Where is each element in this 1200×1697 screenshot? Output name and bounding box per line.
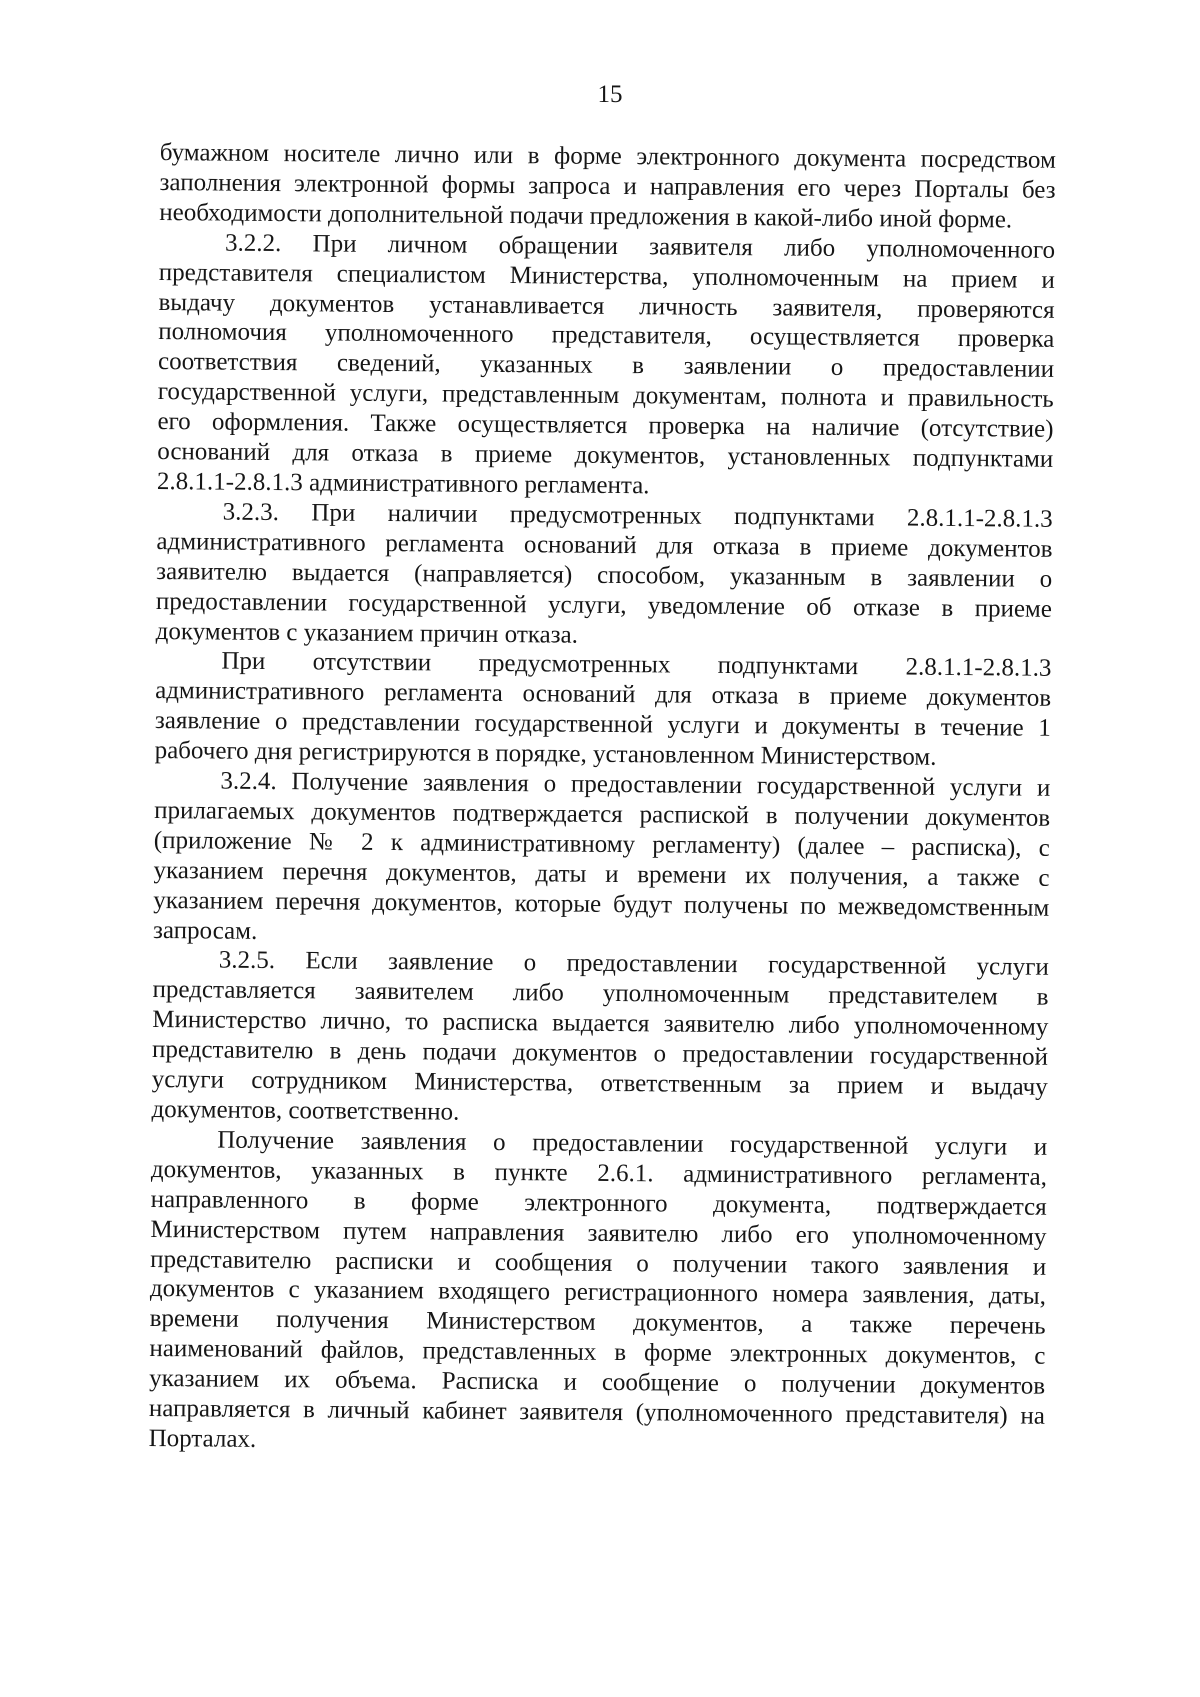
text-line: заполнения электронной формы запроса и направления его через Порталы без [159, 168, 1056, 204]
paragraph-continuation [159, 138, 1056, 236]
text-line: представляется заявителем либо уполномоченным представителем в [152, 976, 1049, 1012]
text-line: документов с указанием причин отказа. [155, 617, 579, 649]
text-line: 3.2.5. Если заявление о предоставлении государственной услуги [218, 947, 1049, 982]
text-line: бумажном носителе лично или в форме электронного документа посредством [159, 138, 1056, 174]
text-line: административного регламента оснований для отказа в приеме документов [155, 677, 1052, 713]
page-number: 15 [597, 81, 623, 108]
text-line: Получение заявления о предоставлении государственной услуги и [217, 1126, 1048, 1161]
text-line: услуги сотрудником Министерства, ответственным за прием и выдачу [151, 1066, 1048, 1101]
text-line: запросам. [152, 916, 258, 945]
text-line: заявителю выдается (направляется) способом, указанным в заявлении о [156, 557, 1053, 593]
clause-3-2-2 [157, 228, 1055, 505]
text-line: 3.2.3. При наличии предусмотренных подпунктами 2.8.1.1-2.8.1.3 [222, 498, 1053, 533]
text-line: Порталах. [148, 1424, 257, 1453]
text-line: указанием перечня документов, которые будут получены по межведомственным [153, 886, 1050, 922]
text-line: полномочия уполномоченного представителя, осуществляется проверка [158, 318, 1055, 354]
text-line: документов, соответственно. [151, 1095, 460, 1126]
text-line: рабочего дня регистрируются в порядке, установленном Министерством. [154, 737, 937, 771]
text-line: административного регламента оснований для отказа в приеме документов [156, 527, 1053, 563]
text-line: документов, указанных в пункте 2.6.1. административного регламента, [150, 1155, 1048, 1191]
document-body [149, 138, 1056, 1462]
text-line: 2.8.1.1-2.8.1.3 административного регламента. [156, 467, 650, 500]
text-line: его оформления. Также осуществляется проверка на наличие (отсутствие) [157, 408, 1054, 443]
text-line: выдачу документов устанавливается личность заявителя, проверяются [158, 288, 1055, 324]
text-line: указанием их объема. Расписка и сообщение о получении документов [149, 1365, 1046, 1400]
text-line: предоставлении государственной услуги, уведомление об отказе в приеме [155, 587, 1053, 623]
text-line: (приложение № 2 к административному регламенту) (далее – расписка), с [153, 826, 1050, 862]
text-line: направляется в личный кабинет заявителя (уполномоченного представителя) на [148, 1395, 1045, 1430]
text-line: соответствия сведений, указанных в заявлении о предоставлении [157, 348, 1055, 384]
text-line: направленного в форме электронного документа, подтверждается [150, 1185, 1047, 1221]
text-line: наименований файлов, представленных в форме электронных документов, с [149, 1335, 1046, 1371]
text-line: Министерством путем направления заявителю либо его уполномоченному [150, 1215, 1047, 1251]
text-line: времени получения Министерством документов, а также перечень [149, 1305, 1046, 1341]
text-line: При отсутствии предусмотренных подпунктами 2.8.1.1-2.8.1.3 [221, 647, 1052, 683]
text-line: государственной услуги, представленным документам, полнота и правильность [157, 378, 1054, 414]
clause-3-2-5 [151, 945, 1049, 1132]
text-line: указанием перечня документов, даты и времени их получения, а также с [153, 856, 1050, 892]
text-line: документов с указанием входящего регистрационного номера заявления, даты, [149, 1275, 1047, 1311]
text-line: Министерство лично, то расписка выдается заявителю либо уполномоченному [152, 1006, 1049, 1042]
text-line: представителю расписки и сообщения о получении такого заявления и [150, 1245, 1047, 1281]
clause-3-2-5-continued [149, 1125, 1048, 1462]
text-line: 3.2.2. При личном обращении заявителя либо уполномоченного [224, 229, 1056, 264]
clause-3-2-3-continued [155, 646, 1052, 773]
text-line: необходимости дополнительной подачи предложения в какой-либо иной форме. [159, 198, 1013, 234]
text-line: прилагаемых документов подтверждается распиской в получении документов [154, 796, 1051, 832]
text-line: представителю в день подачи документов о предоставлении государственной [151, 1036, 1049, 1071]
text-line: заявление о представлении государственной услуги и документы в течение 1 [154, 707, 1051, 743]
clause-3-2-3 [156, 497, 1053, 654]
text-line: представителя специалистом Министерства, уполномоченным на прием и [158, 258, 1055, 294]
clause-3-2-4 [153, 766, 1051, 953]
text-line: оснований для отказа в приеме документов, установленных подпунктами [157, 438, 1054, 473]
text-line: 3.2.4. Получение заявления о предоставлении государственной услуги и [220, 767, 1051, 802]
